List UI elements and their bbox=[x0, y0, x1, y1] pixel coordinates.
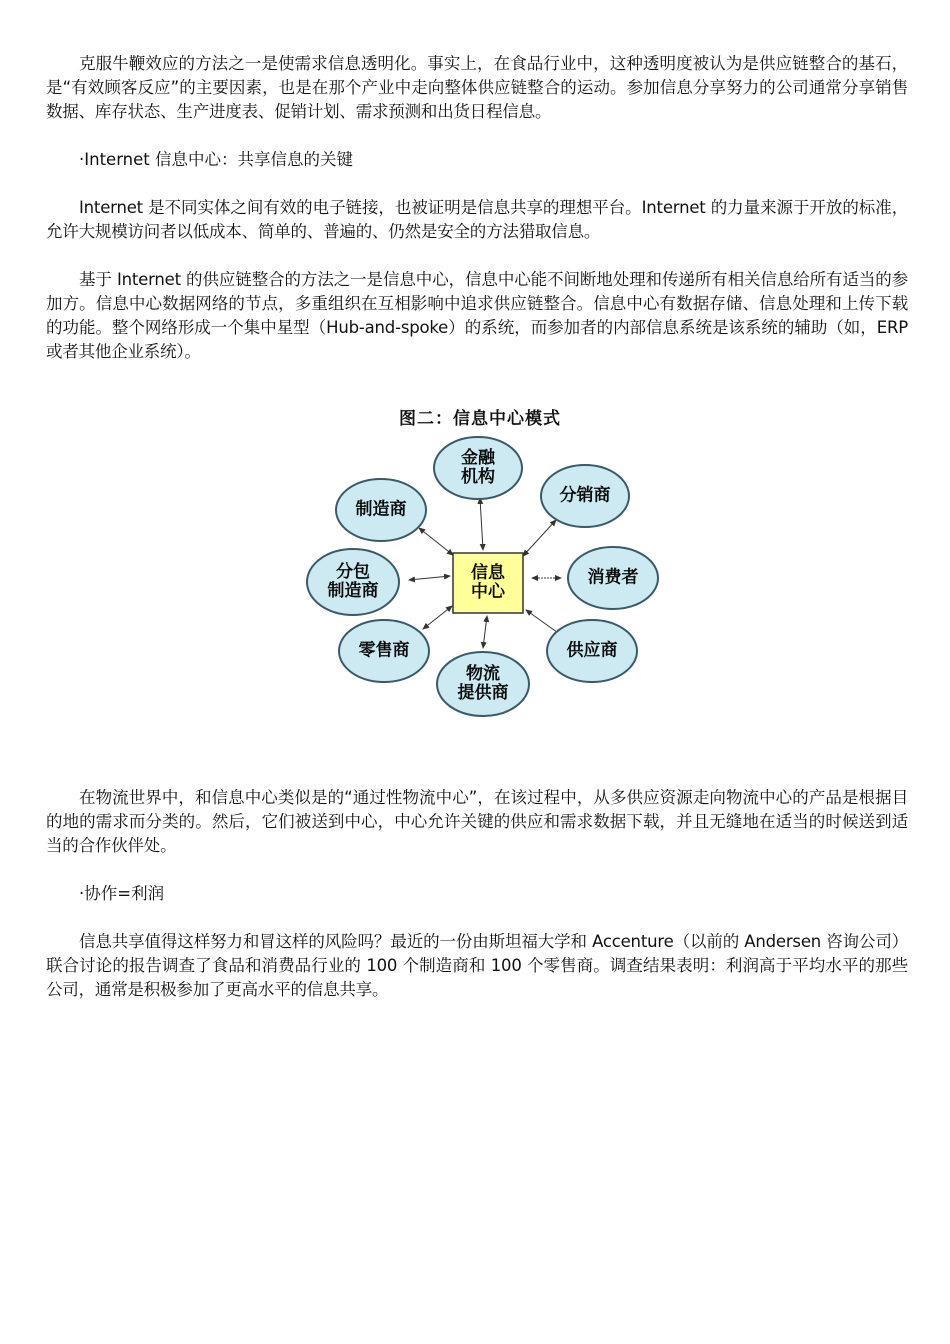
paragraph-info-hub: 基于 Internet 的供应链整合的方法之一是信息中心，信息中心能不间断地处理和传递所有相关信息给所有适当的参加方。信息中心数据网络的节点，多重组织在互相影响中追求供应链整合。信息中心有数据存储、信息处理和上传下载的功能。整个网络形成一个集中星型（Hub-and-spoke）的系统，而参加者的内部信息系统是该系统的辅助（如，ERP 或者其他企业系统）。 bbox=[46, 270, 908, 361]
arrow-finance bbox=[480, 498, 483, 550]
paragraph-logistics-center: 在物流世界中，和信息中心类似是的“通过性物流中心”，在该过程中，从多供应资源走向物流中心的产品是根据目的地的需求而分类的。然后，它们被送到中心，中心允许关键的供应和需求数据下载，并且无缝地在适当的时候送到适当的合作伙伴处。 bbox=[46, 788, 908, 855]
arrow-retailer bbox=[423, 606, 452, 629]
node-finance-label: 金融 机构 bbox=[461, 448, 495, 487]
arrow-logistics bbox=[483, 616, 487, 648]
node-logistics-label: 物流 提供商 bbox=[457, 664, 509, 703]
hub-label: 信息 中心 bbox=[471, 563, 505, 602]
node-manufacturer-label: 制造商 bbox=[355, 499, 407, 520]
arrow-distributor bbox=[523, 520, 556, 556]
arrow-subcontractor bbox=[409, 576, 450, 580]
paragraph-internet: Internet 是不同实体之间有效的电子链接，也被证明是信息共享的理想平台。Internet 的力量来源于开放的标准，允许大规模访问者以低成本、简单的、普遍的、仍然是安全的方法猎取信息。 bbox=[46, 198, 908, 241]
section-heading-internet-hub: ·Internet 信息中心：共享信息的关键 bbox=[79, 150, 354, 169]
figure-title: 图二：信息中心模式 bbox=[399, 409, 561, 429]
paragraph-survey: 信息共享值得这样努力和冒这样的风险吗？最近的一份由斯坦福大学和 Accenture（以前的 Andersen 咨询公司）联合讨论的报告调查了食品和消费品行业的 100 个制造商和 100 个零售商。调查结果表明：利润高于平均水平的那些公司，通常是积极参加了更高水平的信息共享。 bbox=[46, 932, 908, 999]
node-consumer-label: 消费者 bbox=[587, 567, 639, 588]
paragraph-bullwhip: 克服牛鞭效应的方法之一是使需求信息透明化。事实上，在食品行业中，这种透明度被认为是供应链整合的基石，是“有效顾客反应”的主要因素，也是在那个产业中走向整体供应链整合的运动。参加信息分享努力的公司通常分享销售数据、库存状态、生产进度表、促销计划、需求预测和出货日程信息。 bbox=[46, 54, 908, 121]
node-supplier-label: 供应商 bbox=[566, 640, 618, 661]
node-retailer-label: 零售商 bbox=[358, 640, 410, 661]
arrow-manufacturer bbox=[419, 528, 453, 555]
node-distributor-label: 分销商 bbox=[559, 485, 611, 506]
section-heading-collaboration: ·协作=利润 bbox=[79, 884, 165, 903]
node-subcontractor-label: 分包 制造商 bbox=[327, 562, 379, 601]
info-hub-diagram bbox=[295, 398, 665, 728]
